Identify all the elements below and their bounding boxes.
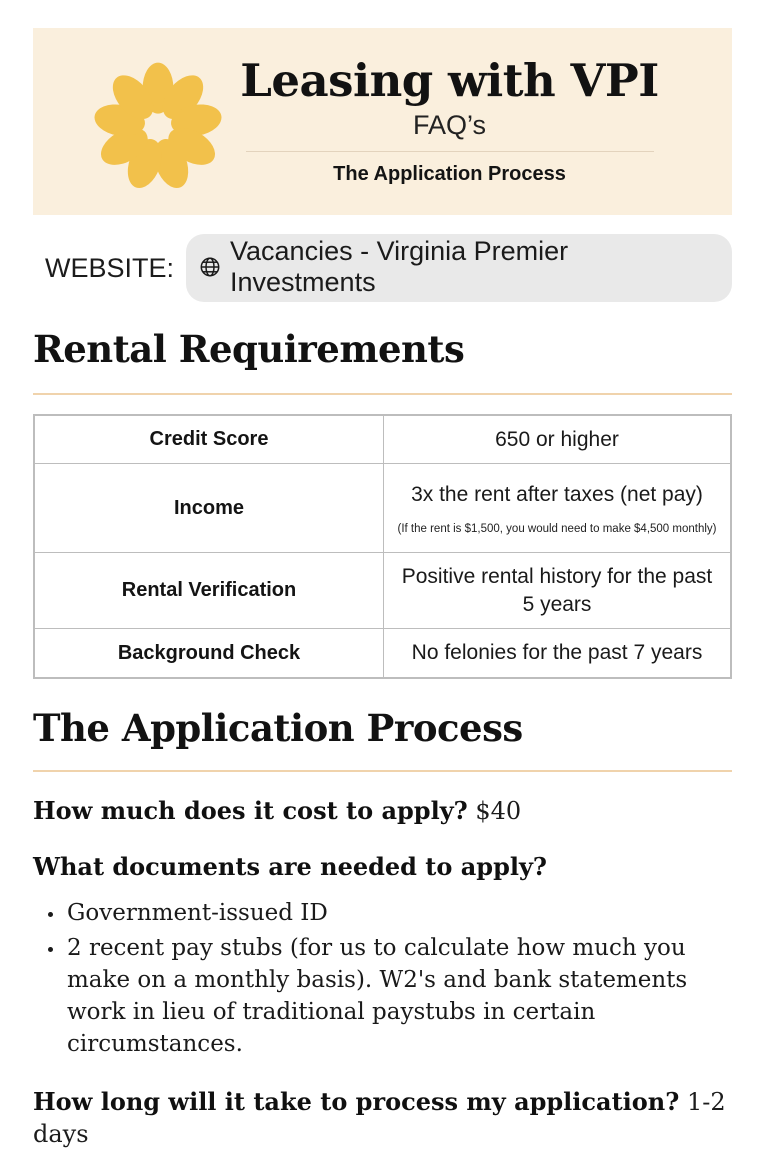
answer-text: $40 xyxy=(475,797,522,825)
website-label: WEBSITE: xyxy=(45,252,175,283)
table-row-background-check-value xyxy=(384,629,730,677)
page-title: Leasing with VPI xyxy=(240,53,659,107)
table-row-credit-score-value xyxy=(384,416,730,464)
header-banner xyxy=(33,28,732,215)
qa-cost xyxy=(33,795,732,827)
website-link[interactable] xyxy=(186,234,732,302)
website-row xyxy=(33,234,732,302)
page-tagline: The Application Process xyxy=(333,163,566,186)
qa-documents xyxy=(33,851,732,883)
row-value: Positive rental history for the past 5 years xyxy=(401,565,713,616)
list-item: • 2 recent pay stubs (for us to calculate how much you make on a monthly basis). W2's and bank statements work in lieu of traditional paystubs in certain circumstances. xyxy=(65,932,732,1061)
documents-list xyxy=(33,897,732,1060)
question-text: How much does it cost to apply? xyxy=(33,796,468,825)
section-heading-application-process: The Application Process xyxy=(33,706,523,750)
section-rule xyxy=(33,770,732,772)
table-row-rental-verification-value xyxy=(384,553,730,629)
answer-text: 1-2 days xyxy=(33,1088,726,1148)
row-note: (If the rent is $1,500, you would need to make $4,500 monthly) xyxy=(397,523,717,536)
row-label: Background Check xyxy=(117,641,301,664)
qa-processing-time xyxy=(33,1086,732,1149)
table-row-rental-verification-label xyxy=(35,553,384,629)
website-link-label: Vacancies - Virginia Premier Investments xyxy=(230,236,569,297)
question-text: How long will it take to process my application? xyxy=(33,1087,680,1117)
table-row-background-check-label xyxy=(35,629,384,677)
row-label: Income xyxy=(173,496,245,519)
row-label: Rental Verification xyxy=(121,579,297,601)
globe-icon xyxy=(198,255,222,279)
section-rule xyxy=(33,393,732,395)
question-text: What documents are needed to apply? xyxy=(33,852,547,882)
requirements-table xyxy=(33,414,732,679)
table-row-income-label xyxy=(35,464,384,553)
row-value: 3x the rent after taxes (net pay) xyxy=(411,482,703,506)
header-divider xyxy=(246,151,654,152)
page-subtitle: FAQ’s xyxy=(412,110,487,141)
row-label: Credit Score xyxy=(149,428,269,450)
list-item: • Government-issued ID xyxy=(65,897,732,929)
row-value: 650 or higher xyxy=(495,427,619,451)
row-value: No felonies for the past 7 years xyxy=(411,641,703,665)
table-row-credit-score-label xyxy=(35,416,384,464)
table-row-income-value xyxy=(384,464,730,553)
section-heading-rental-requirements: Rental Requirements xyxy=(33,327,465,371)
